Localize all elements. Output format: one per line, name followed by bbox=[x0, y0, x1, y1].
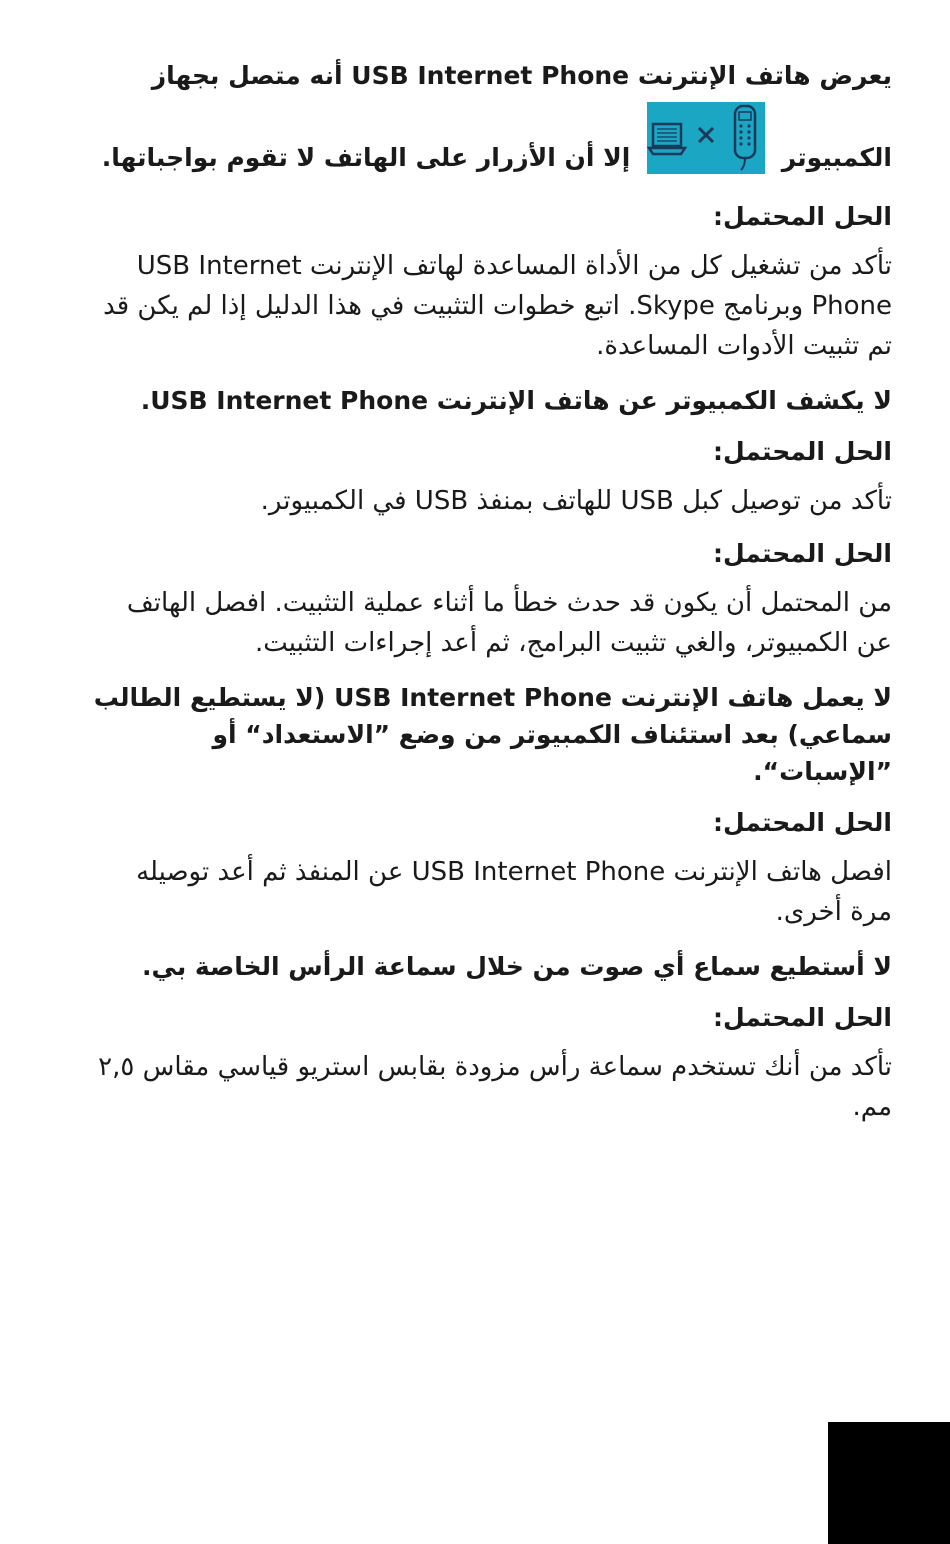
phone-disconnected-from-laptop-icon bbox=[647, 102, 765, 174]
problem-heading-1-part1: يعرض هاتف الإنترنت USB Internet Phone أنه متصل بجهاز الكمبيوتر bbox=[151, 61, 892, 172]
solution-label: الحل المحتمل: bbox=[712, 1003, 892, 1032]
solution-label: الحل المحتمل: bbox=[712, 539, 892, 568]
troubleshoot-section-3 bbox=[88, 679, 892, 932]
solution-text: تأكد من تشغيل كل من الأداة المساعدة لهاتف الإنترنت USB Internet Phone وبرنامج Skype. اتبع خطوات التثبيت في هذا الدليل إذا لم يكن قد تم تثبيت الأدوات المساعدة. bbox=[103, 251, 892, 361]
page-edge-tab bbox=[828, 1422, 950, 1544]
solution-label: الحل المحتمل: bbox=[712, 202, 892, 231]
problem-heading-4: لا أستطيع سماع أي صوت من خلال سماعة الرأس الخاصة بي. bbox=[142, 952, 892, 981]
troubleshoot-section-2 bbox=[88, 382, 892, 663]
troubleshoot-section-4 bbox=[88, 948, 892, 1127]
problem-heading-1-part2: إلا أن الأزرار على الهاتف لا تقوم بواجباتها. bbox=[101, 143, 631, 172]
troubleshooting-page bbox=[88, 50, 892, 1143]
problem-heading-1 bbox=[88, 50, 892, 184]
solution-text: افصل هاتف الإنترنت USB Internet Phone عن المنفذ ثم أعد توصيله مرة أخرى. bbox=[136, 857, 892, 927]
solution-text: تأكد من أنك تستخدم سماعة رأس مزودة بقابس استريو قياسي مقاس ٢,٥ مم. bbox=[98, 1052, 892, 1122]
solution-text: تأكد من توصيل كبل USB للهاتف بمنفذ USB في الكمبيوتر. bbox=[260, 486, 892, 516]
troubleshoot-section-1 bbox=[88, 50, 892, 366]
problem-heading-3: لا يعمل هاتف الإنترنت USB Internet Phone (لا يستطيع الطالب سماعي) بعد استئناف الكمبيوتر من وضع ”الاستعداد“ أو ”الإسبات“. bbox=[93, 683, 892, 786]
solution-label: الحل المحتمل: bbox=[712, 437, 892, 466]
solution-label: الحل المحتمل: bbox=[712, 808, 892, 837]
problem-heading-2: لا يكشف الكمبيوتر عن هاتف الإنترنت USB Internet Phone. bbox=[140, 386, 892, 415]
solution-text: من المحتمل أن يكون قد حدث خطأ ما أثناء عملية التثبيت. افصل الهاتف عن الكمبيوتر، والغي تثبيت البرامج، ثم أعد إجراءات التثبيت. bbox=[126, 588, 892, 658]
